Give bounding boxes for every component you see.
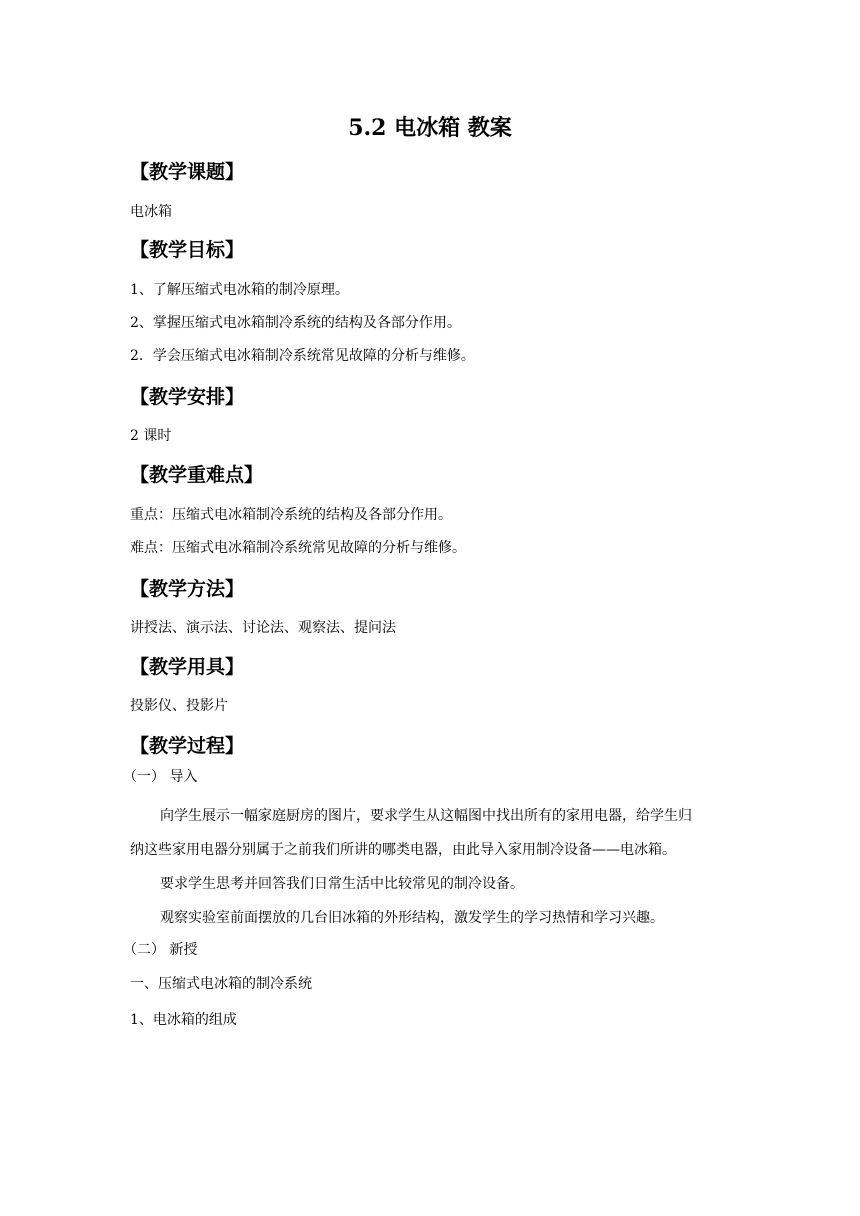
difficult-point-line: 难点：压缩式电冰箱制冷系统常见故障的分析与维修。 — [130, 540, 466, 556]
section-heading-schedule: 【教学安排】 — [130, 386, 245, 408]
section-heading-process: 【教学过程】 — [130, 735, 245, 757]
objective-line: 2、掌握压缩式电冰箱制冷系统的结构及各部分作用。 — [130, 315, 461, 331]
section-heading-tools: 【教学用具】 — [130, 656, 245, 678]
section-heading-objectives: 【教学目标】 — [130, 239, 245, 261]
section-heading-key-points: 【教学重难点】 — [130, 464, 264, 486]
process-paragraph-line: 纳这些家用电器分别属于之前我们所讲的哪类电器，由此导入家用制冷设备——电冰箱。 — [130, 842, 676, 858]
tools-text: 投影仪、投影片 — [130, 698, 228, 714]
key-point-line: 重点：压缩式电冰箱制冷系统的结构及各部分作用。 — [130, 507, 452, 523]
section-heading-methods: 【教学方法】 — [130, 578, 245, 600]
topic-text: 电冰箱 — [130, 204, 172, 220]
process-paragraph: 要求学生思考并回答我们日常生活中比较常见的制冷设备。 — [160, 876, 524, 892]
methods-text: 讲授法、演示法、讨论法、观察法、提问法 — [130, 620, 396, 636]
schedule-text: 2 课时 — [130, 428, 172, 444]
process-paragraph: 观察实验室前面摆放的几台旧冰箱的外形结构，激发学生的学习热情和学习兴趣。 — [160, 910, 664, 926]
process-part-label: （二） 新授 — [123, 942, 198, 958]
document-title: 5.2 电冰箱 教案 — [348, 115, 512, 141]
process-paragraph-line: 向学生展示一幅家庭厨房的图片，要求学生从这幅图中找出所有的家用电器，给学生归 — [160, 808, 692, 824]
section-heading-topic: 【教学课题】 — [130, 161, 245, 183]
process-item: 一、压缩式电冰箱的制冷系统 — [130, 976, 312, 992]
process-part-label: （一） 导入 — [123, 769, 198, 785]
objective-line: 2．学会压缩式电冰箱制冷系统常见故障的分析与维修。 — [130, 348, 475, 364]
objective-line: 1、了解压缩式电冰箱的制冷原理。 — [130, 282, 349, 298]
process-item: 1、电冰箱的组成 — [130, 1012, 237, 1028]
